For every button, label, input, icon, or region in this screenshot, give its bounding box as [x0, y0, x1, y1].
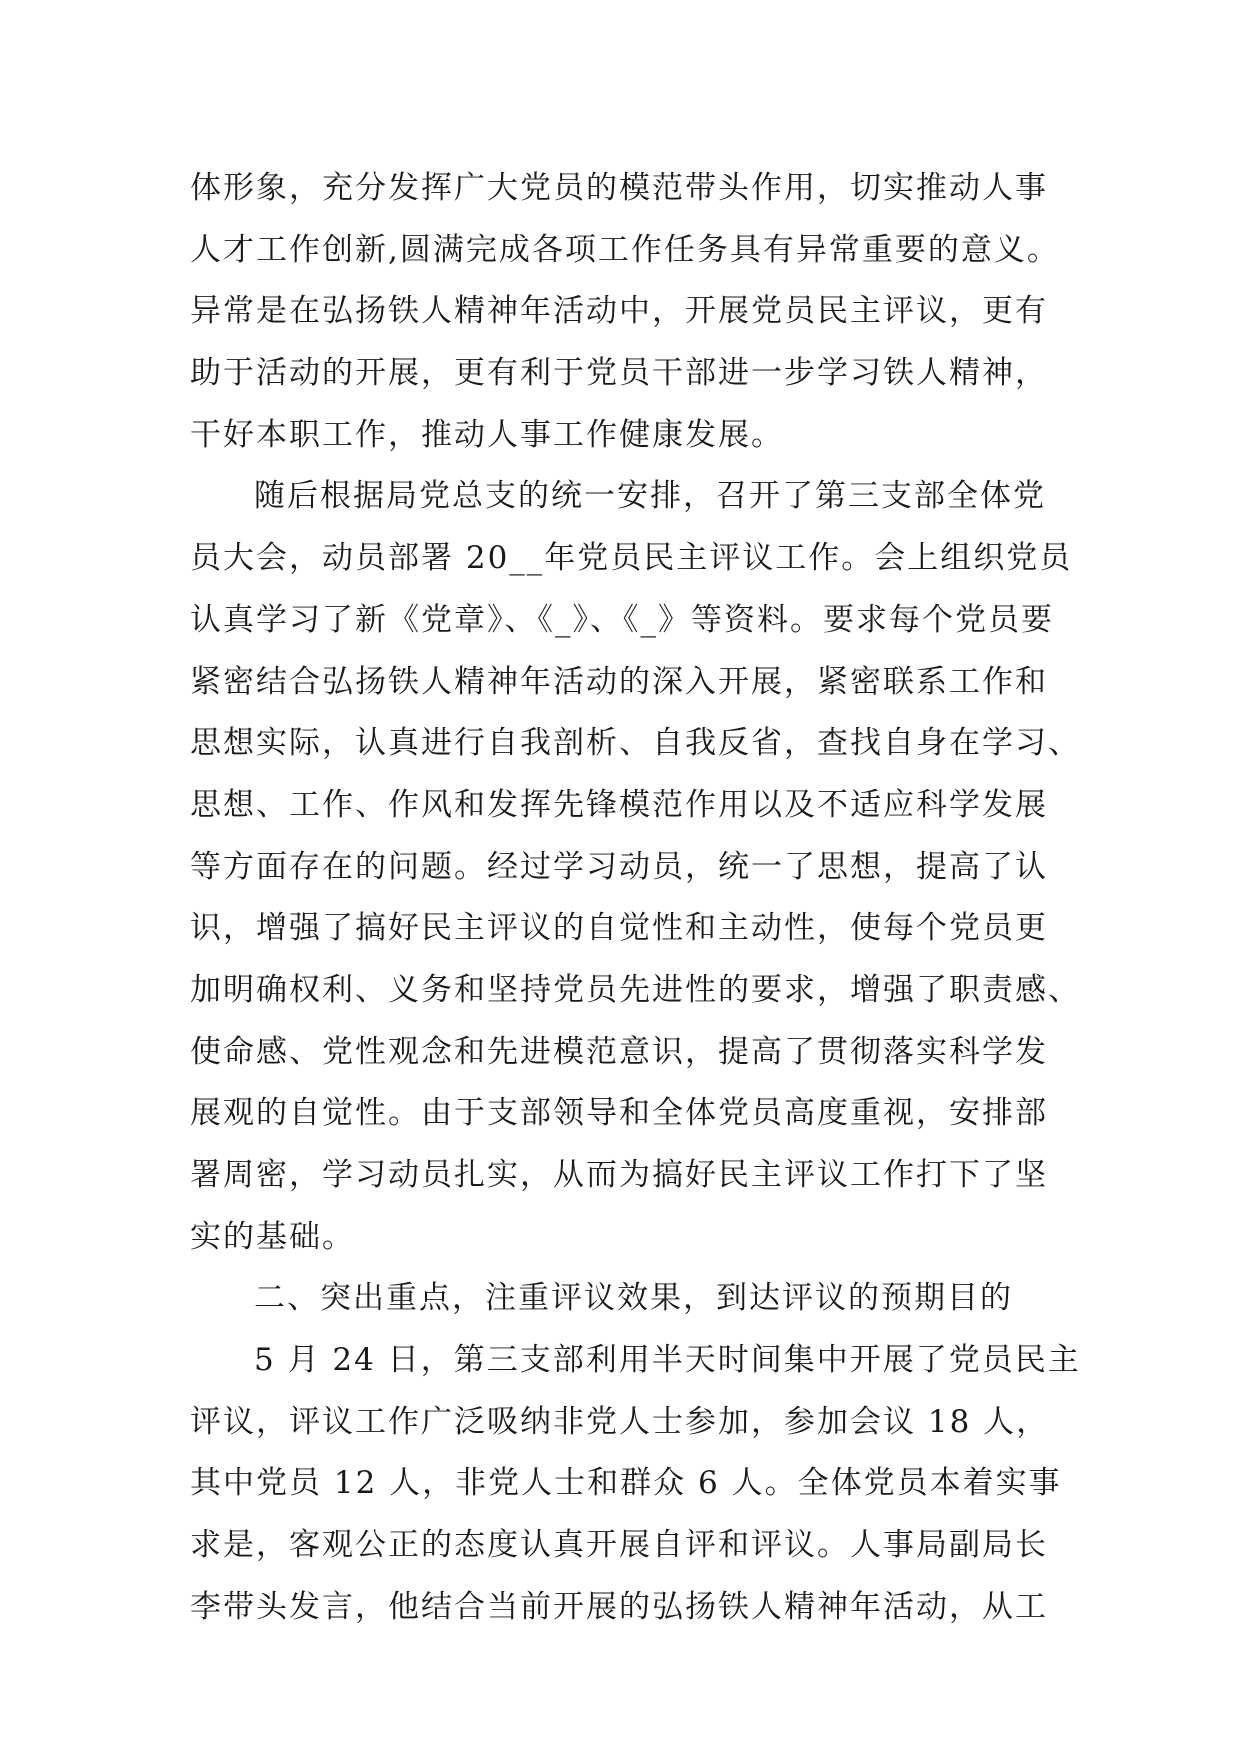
text-line: 员大会，动员部署 20__年党员民主评议工作。会上组织党员: [190, 540, 1073, 577]
text-line: 思想、工作、作风和发挥先锋模范作用以及不适应科学发展: [190, 786, 1048, 823]
paragraph-first-line: 随后根据局党总支的统一安排，召开了第三支部全体党: [254, 478, 1046, 515]
text-line: 紧密结合弘扬铁人精神年活动的深入开展，紧密联系工作和: [190, 663, 1048, 700]
text-line: 求是，客观公正的态度认真开展自评和评议。人事局副局长: [190, 1527, 1048, 1564]
text-line: 署周密，学习动员扎实，从而为搞好民主评议工作打下了坚: [190, 1157, 1048, 1193]
text-line: 异常是在弘扬铁人精神年活动中，开展党员民主评议，更有: [190, 293, 1048, 330]
text-line: 使命感、党性观念和先进模范意识，提高了贯彻落实科学发: [190, 1033, 1048, 1070]
text-line: 思想实际，认真进行自我剖析、自我反省，查找自身在学习、: [190, 725, 1081, 762]
text-line: 其中党员 12 人，非党人士和群众 6 人。全体党员本着实事: [190, 1465, 1062, 1502]
text-line: 等方面存在的问题。经过学习动员，统一了思想，提高了认: [190, 848, 1048, 885]
text-line: 干好本职工作，推动人事工作健康发展。: [190, 416, 784, 453]
text-line: 体形象，充分发挥广大党员的模范带头作用，切实推动人事: [190, 170, 1048, 206]
text-line: 认真学习了新《党章》、《_》、《_》等资料。要求每个党员要: [190, 601, 1054, 638]
section-heading: 二、突出重点，注重评议效果，到达评议的预期目的: [254, 1280, 1013, 1317]
text-line: 助于活动的开展，更有利于党员干部进一步学习铁人精神，: [190, 355, 1048, 392]
text-line: 识，增强了搞好民主评议的自觉性和主动性，使每个党员更: [190, 910, 1048, 947]
text-line: 加明确权利、义务和坚持党员先进性的要求，增强了职责感、: [190, 971, 1081, 1008]
text-line: 李带头发言，他结合当前开展的弘扬铁人精神年活动，从工: [190, 1588, 1048, 1625]
text-line: 实的基础。: [190, 1218, 355, 1255]
text-line: 人才工作创新,圆满完成各项工作任务具有异常重要的意义。: [190, 231, 1060, 268]
body-text: [190, 158, 1090, 1639]
text-line: 展观的自觉性。由于支部领导和全体党员高度重视，安排部: [190, 1095, 1048, 1132]
paragraph-first-line: 5 月 24 日，第三支部利用半天时间集中开展了党员民主: [254, 1342, 1081, 1379]
text-line: 评议，评议工作广泛吸纳非党人士参加，参加会议 18 人，: [190, 1403, 1050, 1440]
